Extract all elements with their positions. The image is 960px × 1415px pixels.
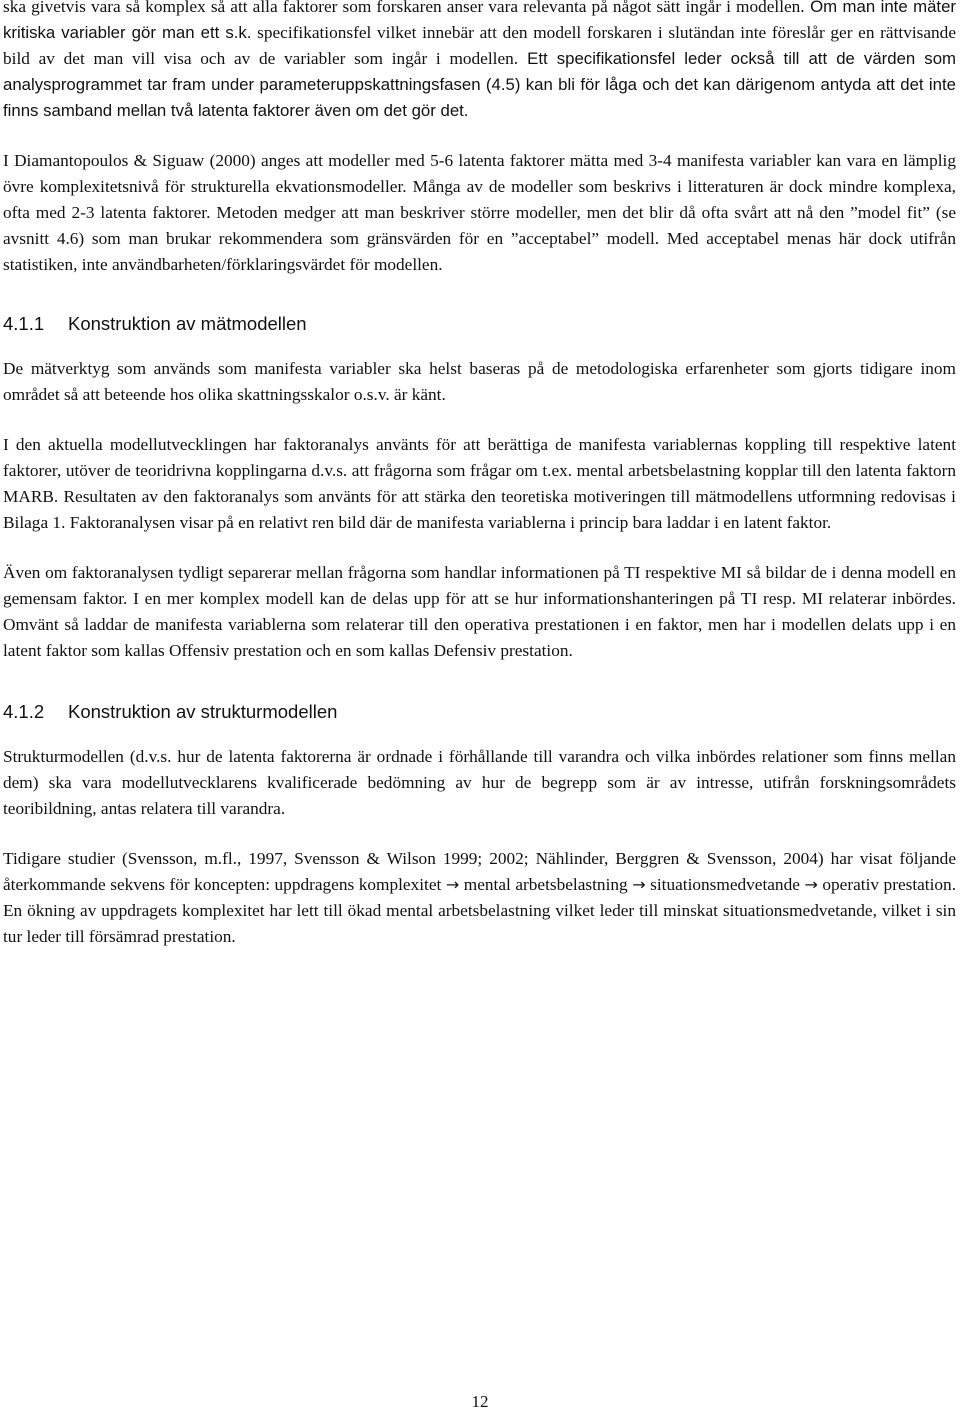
section-title: Konstruktion av strukturmodellen <box>68 701 338 722</box>
page-number: 12 <box>471 1392 489 1411</box>
section-title: Konstruktion av mätmodellen <box>68 313 307 334</box>
paragraph-measurement-tools: De mätverktyg som används som manifesta variabler ska helst baseras på de metodologiska erfarenheter som gjorts tidigare inom området så att beteende hos olika skattningsskalor o.s.v. är känt. <box>3 359 956 404</box>
paragraph-structural-model: Strukturmodellen (d.v.s. hur de latenta faktorerna är ordnade i förhållande till varandra och vilka inbördes relationer som finns mellan dem) ska vara modellutvecklarens kvalificerade bedömning av hur de begrepp som är av intresse, utifrån forskningsområdets teoribildning, antas relatera till varandra. <box>3 747 956 818</box>
section-heading-measurement-model <box>3 312 956 336</box>
section-number: 4.1.2 <box>3 701 45 722</box>
paragraph-factor-analysis: I den aktuella modellutvecklingen har faktoranalys använts för att berättiga de manifesta variablernas koppling till respektive latent faktorer, utöver de teoridrivna kopplingarna d.v.s. att frågorna som frågar om t.ex. mental arbetsbelastning kopplar till den latenta faktorn MARB. Resultaten av den faktoranalys som använts för att stärka den teoretiska motiveringen till mätmodellens utformning redovisas i Bilaga 1. Faktoranalysen visar på en relativt ren bild där de manifesta variablerna i princip bara laddar i en latent faktor. <box>3 435 956 532</box>
arrow-right-icon: → <box>632 875 646 894</box>
paragraph-earlier-studies: Tidigare studier (Svensson, m.fl., 1997, Svensson & Wilson 1999; 2002; Nählinder, Berggren & Svensson, 2004) har visat följande återkommande sekvens för koncepten: uppdragens komplexitet → mental arbetsbelastning → situationsmedvetande → operativ prestation. En ökning av uppdragets komplexitet har lett till ökad mental arbetsbelastning vilket leder till minskat situationsmedvetande, vilket i sin tur leder till försämrad prestation. <box>3 849 957 946</box>
paragraph-model-complexity: I Diamantopoulos & Siguaw (2000) anges att modeller med 5-6 latenta faktorer mätta med 3-4 manifesta variabler kan vara en lämplig övre komplexitetsnivå för strukturella ekvationsmodeller. Många av de modeller som beskrivs i litteraturen är dock mindre komplexa, ofta med 2-3 latenta faktorer. Metoden medger att man beskriver större modeller, men det blir då ofta svårt att nå den ”model fit” (se avsnitt 4.6) som man brukar rekommendera som gränsvärden för en ”acceptabel” modell. Med acceptabel menas här dock utifrån statistiken, inte användbarheten/förklaringsvärdet för modellen. <box>3 151 957 274</box>
arrow-right-icon: → <box>804 875 818 894</box>
section-heading-structural-model <box>3 700 956 724</box>
arrow-right-icon: → <box>445 875 460 894</box>
section-number: 4.1.1 <box>3 313 45 334</box>
paragraph-specification-error: ska givetvis vara så komplex så att alla faktorer som forskaren anser vara relevanta på något sätt ingår i modellen. Om man inte mäter kritiska variabler gör man ett s.k. specifikationsfel vilket innebär att den modell forskaren i slutändan inte föreslår ger en rättvisande bild av det man vill visa och av de variabler som ingår i modellen. Ett specifikationsfel leder också till att de värden som analysprogrammet tar fram under parameteruppskattningsfasen (4.5) kan bli för låga och det kan därigenom antyda att det inte finns samband mellan två latenta faktorer även om det gör det. <box>3 0 957 120</box>
paragraph-information-factor: Även om faktoranalysen tydligt separerar mellan frågorna som handlar informationen på TI respektive MI så bildar de i denna modell en gemensam faktor. I en mer komplex modell kan de delas upp för att se hur informationshanteringen på TI resp. MI relaterar inbördes. Omvänt så laddar de manifesta variablerna som relaterar till den operativa prestationen i en faktor, men har i modellen delats upp i en latent faktor som kallas Offensiv prestation och en som kallas Defensiv prestation. <box>3 563 956 660</box>
